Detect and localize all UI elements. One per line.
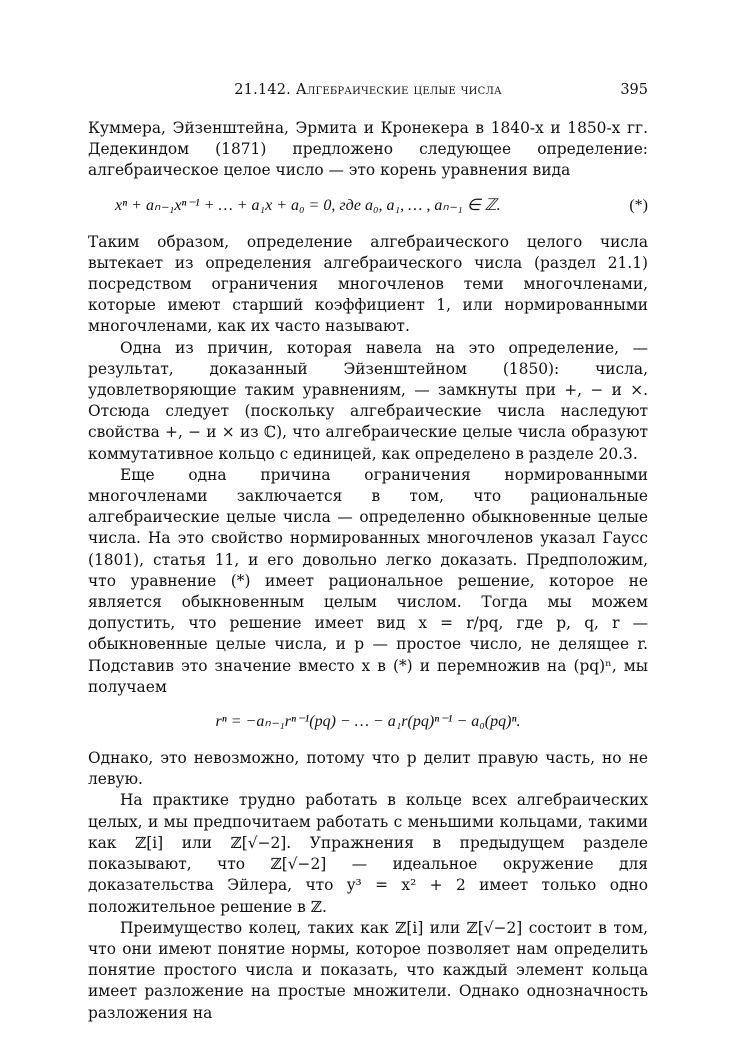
- equation-substituted: rⁿ = −aₙ₋₁rⁿ⁻¹(pq) − … − a₁r(pq)ⁿ⁻¹ − a₀(pq)ⁿ.: [215, 713, 521, 731]
- paragraph-3: Одна из причин, которая навела на это определение, — результат, доказанный Эйзенштейном (1850): числа, удовлетворяющие таким уравнениям, — замкнуты при +, − и ×. Отсюда следует (поскольку алгебраические числа наследуют свойства +, − и × из ℂ), что алгебраические целые числа образуют коммутативное кольцо с единицей, как определено в разделе 20.3.: [88, 338, 648, 463]
- paragraph-4: Еще одна причина ограничения нормированными многочленами заключается в том, что рациональные алгебраические целые числа — определенно обыкновенные целые числа. На это свойство нормированных многочленов указал Гаусс (1801), статья 11, и его довольно легко доказать. Предположим, что уравнение (*) имеет рациональное решение, которое не является обыкновенным целым числом. Тогда мы можем допустить, что решение имеет вид x = r/pq, где p, q, r — обыкновенные целые числа, и p — простое число, не делящее r. Подставив это значение вместо x в (*) и перемножив на (pq)ⁿ, мы получаем: [88, 465, 648, 696]
- paragraph-2: Таким образом, определение алгебраического целого числа вытекает из определения алгебраического числа (раздел 21.1) посредством ограничения многочленов теми многочленами, которые имеют старший коэффициент 1, или нормированными многочленами, как их часто называют.: [88, 232, 648, 336]
- paragraph-1: Куммера, Эйзенштейна, Эрмита и Кронекера в 1840-х и 1850-х гг. Дедекиндом (1871) предложено следующее определение: алгебраическое целое число — это корень уравнения вида: [88, 119, 648, 180]
- running-header: [88, 82, 648, 102]
- paragraph-7: Преимущество колец, таких как ℤ[i] или ℤ[√−2] состоит в том, что они имеют понятие нормы, которое позволяет нам определить понятие простого числа и показать, что каждый элемент кольца имеет разложение на простые множители. Однако однозначность разложения на: [88, 918, 648, 1022]
- equation-star-expression: xⁿ + aₙ₋₁xⁿ⁻¹ + … + a₁x + a₀ = 0, где a₀, a₁, … , aₙ₋₁ ∈ ℤ.: [115, 196, 501, 214]
- section-title: 21.142. Алгебраические целые числа: [234, 82, 502, 98]
- page-body: [88, 118, 648, 1024]
- paragraph-6: На практике трудно работать в кольце всех алгебраических целых, и мы предпочитаем работать с меньшими кольцами, такими как ℤ[i] или ℤ[√−2]. Упражнения в предыдущем разделе показывают, что ℤ[√−2] — идеальное окружение для доказательства Эйлера, что y³ = x² + 2 имеет только одно положительное решение в ℤ.: [88, 791, 648, 916]
- paragraph-5: Однако, это невозможно, потому что p делит правую часть, но не левую.: [88, 749, 648, 789]
- page-number: 395: [620, 82, 648, 98]
- equation-star: [88, 195, 648, 217]
- equation-star-tag: (*): [629, 196, 648, 214]
